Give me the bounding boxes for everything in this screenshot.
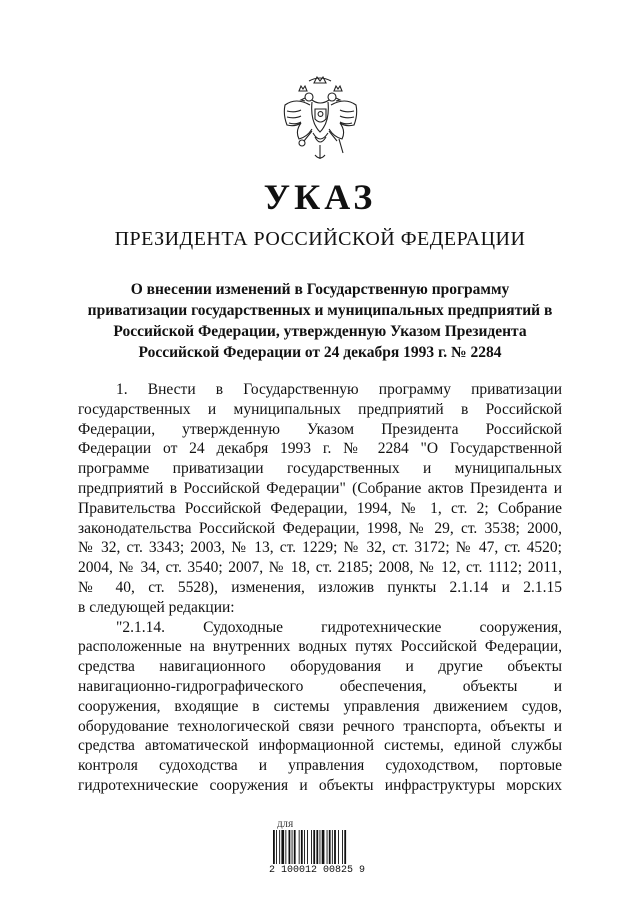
body-line: средства автоматической информационной системы, единой службы [78,737,562,755]
body-line: Правительства Российской Федерации, 1994, № 1, ст. 2; Собрание [78,499,562,517]
barcode-icon [273,830,359,864]
subject-line: О внесении изменений в Государственную программу [130,281,510,298]
body-line: расположенные на внутренних водных путях Российской Федерации, [78,638,562,656]
barcode-bar [313,830,315,864]
barcode-bar [281,830,284,864]
body-line: предприятий в Российской Федерации" (Собрание актов Президента и [78,479,562,497]
barcode-bar [327,830,328,864]
barcode-bar [301,830,303,864]
barcode-mark: ДЛЯ [277,820,294,829]
subject-line: приватизации государственных и муниципальных предприятий в [87,302,553,319]
russian-coat-of-arms-icon [279,71,362,165]
body-line: законодательства Российской Федерации, 1998, № 29, ст. 3538; 2000, [78,519,562,537]
body-line: 1. Внести в Государственную программу приватизации [116,381,562,398]
body-line: Федерации, утвержденную Указом Президента Российской [78,420,562,438]
document-barcode [263,820,371,878]
barcode-bar [320,830,321,864]
decree-subject [78,279,562,363]
decree-issuer: ПРЕЗИДЕНТА РОССИЙСКОЙ ФЕДЕРАЦИИ [114,228,526,250]
barcode-bar [342,830,343,864]
barcode-bar [307,830,308,864]
body-line: программе приватизации государственных и муниципальных [78,460,562,478]
barcode-bar [338,830,339,864]
barcode-bar [316,830,318,864]
body-line: в следующей редакции: [78,598,235,616]
body-line: оборудование технологической связи речного транспорта, объекты и [78,717,562,735]
barcode-bar [279,830,280,864]
body-line: 2004, № 34, ст. 3540; 2007, № 18, ст. 2185; 2008, № 12, ст. 1112; 2011, [78,559,562,577]
barcode-bar [299,830,300,864]
barcode-bar [329,830,331,864]
decree-body [78,380,562,796]
barcode-bar [292,830,293,864]
body-line: навигационно-гидрографического обеспечения, объекты и [78,677,562,695]
barcode-bar [273,830,275,864]
barcode-bar [285,830,286,864]
barcode-bar [311,830,312,864]
barcode-bar [294,830,296,864]
body-line: государственных и муниципальных предприятий в Российской [78,400,562,418]
body-line: Федерации от 24 декабря 1993 г. № 2284 "О Государственной [78,440,562,458]
barcode-bar [322,830,325,864]
body-line: "2.1.14. Судоходные гидротехнические сооружения, [116,618,562,636]
body-line: № 40, ст. 5528), изменения, изложив пункты 2.1.14 и 2.1.15 [78,578,562,596]
barcode-number: 2 100012 00825 9 [268,865,365,876]
body-line: гидротехнические сооружения и объекты инфраструктуры морских [78,776,562,794]
subject-line: Российской Федерации, утвержденную Указом Президента [113,323,527,340]
barcode-bar [304,830,305,864]
barcode-bar [289,830,291,864]
decree-title: УКАЗ [263,177,377,217]
subject-line: Российской Федерации от 24 декабря 1993 г. № 2284 [138,344,502,361]
body-line: сооружения, входящие в системы управления движением судов, [78,697,562,715]
body-line: контроля судоходства и управления судоходством, портовые [78,757,562,775]
barcode-bar [334,830,336,864]
body-line: средства навигационного оборудования и другие объекты [78,658,562,676]
coat-of-arms-emblem [279,71,362,165]
barcode-bar [276,830,277,864]
barcode-bar [332,830,333,864]
body-line: № 32, ст. 3343; 2003, № 13, ст. 1229; № 32, ст. 3172; № 47, ст. 4520; [78,539,562,557]
barcode-bar [344,830,346,864]
